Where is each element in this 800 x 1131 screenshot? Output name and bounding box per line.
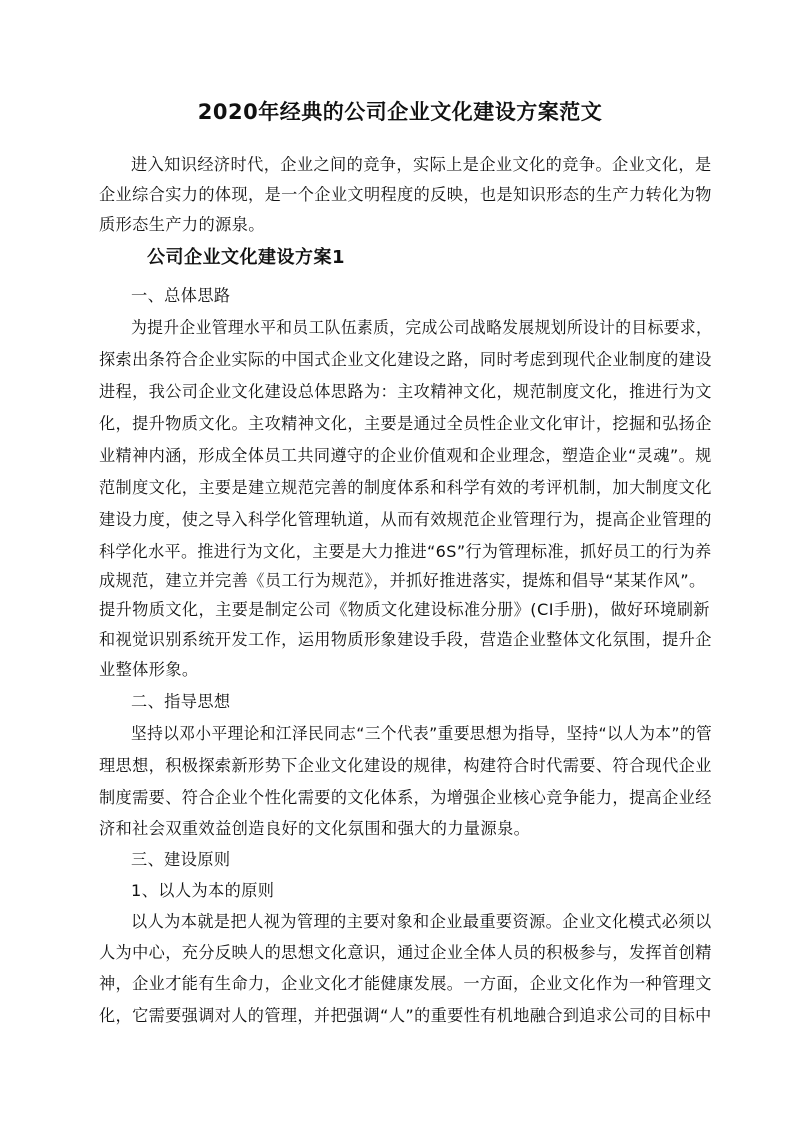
- paragraph-line: 人为中心，充分反映人的思想文化意识，通过企业全体人员的积极参与，发挥首创精: [99, 943, 712, 962]
- intro-line: 进入知识经济时代，企业之间的竞争，实际上是企业文化的竞争。企业文化，是: [131, 155, 712, 174]
- paragraph-line: 业整体形象。: [99, 660, 199, 679]
- paragraph-line: 坚持以邓小平理论和江泽民同志“三个代表”重要思想为指导，坚持“以人为本”的管: [131, 724, 713, 743]
- paragraph-line: 神，企业才能有生命力，企业文化才能健康发展。一方面，企业文化作为一种管理文: [99, 974, 712, 993]
- paragraph-line: 化，提升物质文化。主攻精神文化，主要是通过全员性企业文化审计，挖掘和弘扬企: [99, 414, 712, 433]
- document-title: 2020年经典的公司企业文化建设方案范文: [197, 100, 603, 124]
- paragraph-line: 范制度文化，主要是建立规范完善的制度体系和科学有效的考评机制，加大制度文化: [99, 478, 712, 497]
- paragraph-line: 提升物质文化，主要是制定公司《物质文化建设标准分册》(CI手册)，做好环境刷新: [99, 600, 710, 619]
- intro-line: 质形态生产力的源泉。: [99, 215, 265, 234]
- paragraph-line: 制度需要、符合企业个性化需要的文化体系，为增强企业核心竞争能力，提高企业经: [99, 788, 712, 807]
- part-heading: 一、总体思路: [131, 286, 231, 305]
- subheading: 1、以人为本的原则: [131, 881, 275, 900]
- paragraph-line: 济和社会双重效益创造良好的文化氛围和强大的力量源泉。: [99, 819, 531, 838]
- part-heading: 二、指导思想: [131, 692, 231, 711]
- paragraph-line: 科学化水平。推进行为文化，主要是大力推进“6S”行为管理标准，抓好员工的行为养: [99, 542, 712, 561]
- paragraph-line: 理思想，积极探索新形势下企业文化建设的规律，构建符合时代需要、符合现代企业: [99, 756, 712, 775]
- paragraph-line: 化，它需要强调对人的管理，并把强调“人”的重要性有机地融合到追求公司的目标中: [99, 1006, 712, 1025]
- paragraph-line: 和视觉识别系统开发工作，运用物质形象建设手段，营造企业整体文化氛围，提升企: [99, 630, 712, 649]
- paragraph-line: 业精神内涵，形成全体员工共同遵守的企业价值观和企业理念，塑造企业“灵魂”。规: [99, 446, 712, 465]
- paragraph-line: 进程，我公司企业文化建设总体思路为：主攻精神文化，规范制度文化，推进行为文: [99, 382, 712, 401]
- section-heading: 公司企业文化建设方案1: [147, 247, 346, 268]
- paragraph-line: 以人为本就是把人视为管理的主要对象和企业最重要资源。企业文化模式必须以: [131, 912, 712, 931]
- paragraph-line: 为提升企业管理水平和员工队伍素质，完成公司战略发展规划所设计的目标要求，: [131, 318, 713, 337]
- intro-line: 企业综合实力的体现，是一个企业文明程度的反映，也是知识形态的生产力转化为物: [99, 185, 712, 204]
- paragraph-line: 探索出条符合企业实际的中国式企业文化建设之路，同时考虑到现代企业制度的建设: [99, 350, 712, 369]
- paragraph-line: 成规范，建立并完善《员工行为规范》，并抓好推进落实，提炼和倡导“某某作风”。: [99, 571, 706, 590]
- part-heading: 三、建设原则: [131, 850, 231, 869]
- paragraph-line: 建设力度，使之导入科学化管理轨道，从而有效规范企业管理行为，提高企业管理的: [99, 510, 712, 529]
